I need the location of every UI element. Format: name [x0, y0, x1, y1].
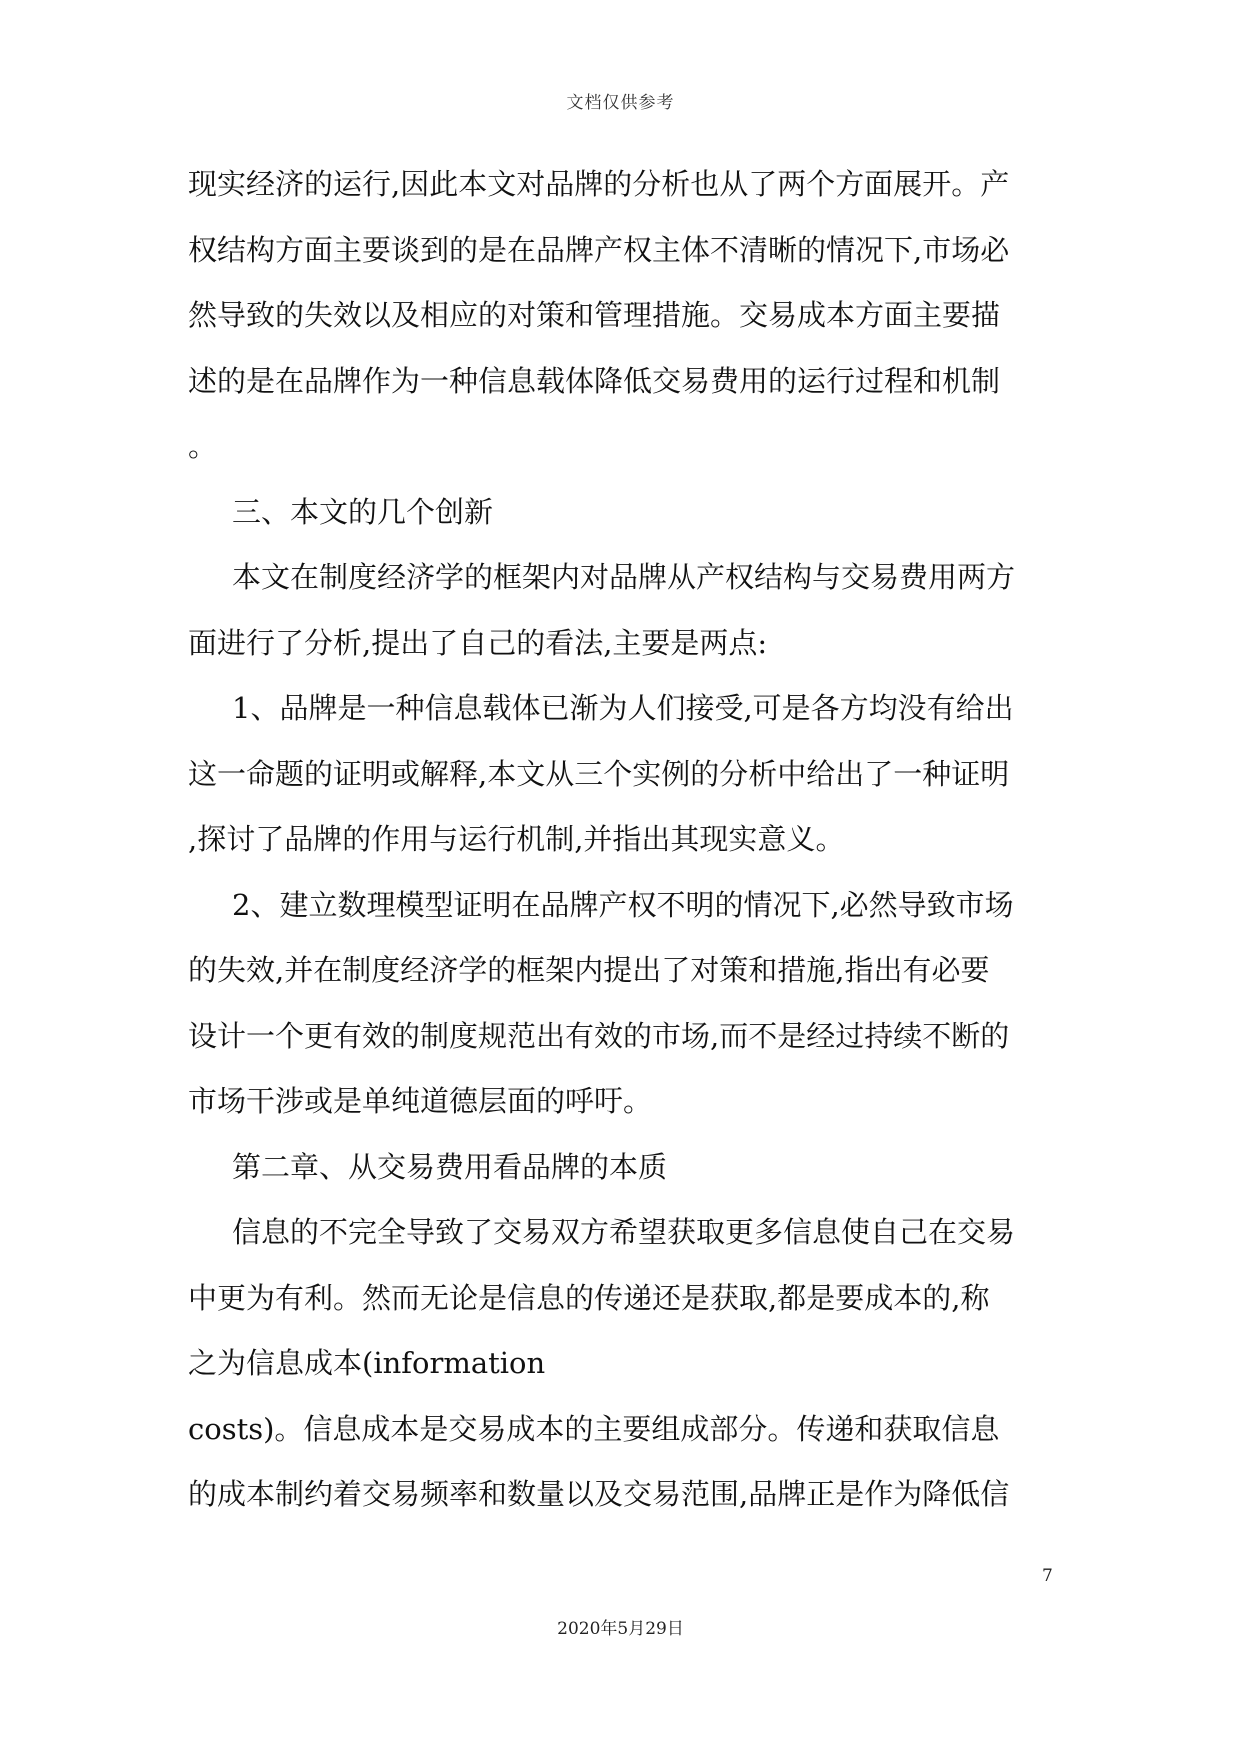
page-number: 7: [1042, 1566, 1053, 1586]
text-line: 设计一个更有效的制度规范出有效的市场,而不是经过持续不断的: [188, 1018, 1010, 1053]
text-line: 信息的不完全导致了交易双方希望获取更多信息使自己在交易: [232, 1215, 1016, 1249]
text-line: 的成本制约着交易频率和数量以及交易范围,品牌正是作为降低信: [188, 1477, 1010, 1511]
text-line: ,探讨了品牌的作用与运行机制,并指出其现实意义。: [188, 822, 845, 856]
chapter-heading: 第二章、从交易费用看品牌的本质: [232, 1149, 668, 1184]
page-header: 文档仅供参考: [566, 93, 675, 113]
section-heading: 三、本文的几个创新: [232, 494, 494, 529]
list-item: 2、建立数理模型证明在品牌产权不明的情况下,必然导致市场: [232, 887, 1014, 922]
page-footer-date: 2020年5月29日: [557, 1619, 684, 1639]
text-line: costs)。信息成本是交易成本的主要组成部分。传递和获取信息: [188, 1411, 1000, 1446]
text-line: 中更为有利。然而无论是信息的传递还是获取,都是要成本的,称: [188, 1280, 990, 1315]
text-line: 权结构方面主要谈到的是在品牌产权主体不清晰的情况下,市场必: [188, 232, 1010, 267]
text-line: 这一命题的证明或解释,本文从三个实例的分析中给出了一种证明: [188, 756, 1010, 791]
list-item: 1、品牌是一种信息载体已渐为人们接受,可是各方均没有给出: [232, 691, 1014, 725]
text-line: 然导致的失效以及相应的对策和管理措施。交易成本方面主要描: [188, 298, 1001, 332]
text-line: 面进行了分析,提出了自己的看法,主要是两点:: [188, 625, 768, 660]
body-text: [188, 152, 1058, 1528]
text-line: 之为信息成本(information: [188, 1346, 546, 1380]
text-line: 市场干涉或是单纯道德层面的呼吁。: [188, 1084, 653, 1118]
text-line: 现实经济的运行,因此本文对品牌的分析也从了两个方面展开。产: [188, 167, 1010, 201]
text-line: 述的是在品牌作为一种信息载体降低交易费用的运行过程和机制: [188, 363, 1001, 398]
text-line: 的失效,并在制度经济学的框架内提出了对策和措施,指出有必要: [188, 953, 990, 987]
text-line: 。: [188, 429, 218, 463]
text-line: 本文在制度经济学的框架内对品牌从产权结构与交易费用两方: [232, 560, 1016, 594]
